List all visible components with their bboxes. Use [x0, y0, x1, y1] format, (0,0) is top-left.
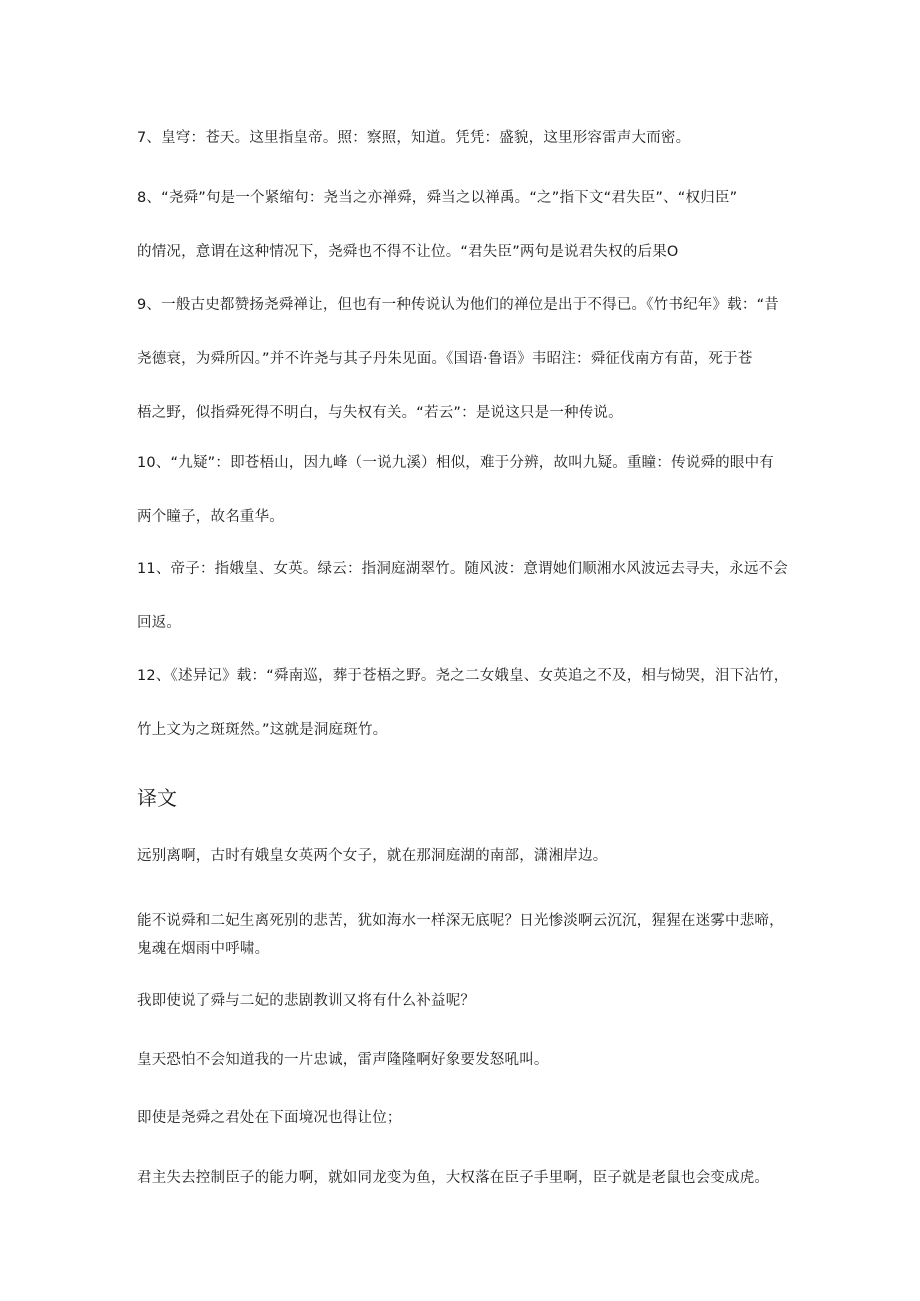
translation-line: 远别离啊，古时有娥皇女英两个女子，就在那洞庭湖的南部，潇湘岸边。 [137, 848, 608, 864]
translation-paragraph-6 [137, 1164, 797, 1192]
translation-paragraph-5 [137, 1104, 797, 1132]
note-9 [137, 278, 792, 440]
note-line: 9、一般古史都赞扬尧舜禅让，但也有一种传说认为他们的禅位是出于不得已。《竹书纪年》载：“昔 [137, 297, 779, 313]
translation-paragraph-1 [137, 842, 797, 870]
translation-line: 能不说舜和二妃生离死别的悲苦，犹如海水一样深无底呢？日光惨淡啊云沉沉，猩猩在迷雾中悲啼， [137, 913, 784, 929]
section-heading-translation: 译文 [137, 786, 177, 810]
note-line: 竹上文为之斑斑然。”这就是洞庭斑竹。 [137, 722, 388, 738]
note-line: 回返。 [137, 615, 182, 631]
note-line: 7、皇穹：苍天。这里指皇帝。照：察照，知道。凭凭：盛貌，这里形容雷声大而密。 [137, 130, 691, 146]
note-line: 12、《述异记》载：“舜南巡，葬于苍梧之野。尧之二女娥皇、女英追之不及，相与恸哭，泪下沾竹， [137, 668, 789, 684]
note-line: 11、帝子：指娥皇、女英。绿云：指洞庭湖翠竹。随风波：意谓她们顺湘水风波远去寻夫，永远不会 [137, 561, 788, 577]
note-12 [137, 649, 792, 757]
note-line: 的情况，意谓在这种情况下，尧舜也不得不让位。“君失臣”两句是说君失权的后果O [137, 244, 679, 260]
translation-line: 鬼魂在烟雨中呼啸。 [137, 941, 270, 957]
note-7 [137, 111, 792, 165]
translation-line: 皇天恐怕不会知道我的一片忠诚，雷声隆隆啊好象要发怒吼叫。 [137, 1052, 549, 1068]
translation-paragraph-2 [137, 907, 797, 963]
note-line: 8、“尧舜”句是一个紧缩句：尧当之亦禅舜，舜当之以禅禹。“之”指下文“君失臣”、“权归臣” [137, 190, 738, 206]
translation-paragraph-4 [137, 1046, 797, 1074]
note-line: 梧之野，似指舜死得不明白，与失权有关。“若云”：是说这只是一种传说。 [137, 405, 623, 421]
translation-line: 我即使说了舜与二妃的悲剧教训又将有什么补益呢？ [137, 993, 476, 1009]
note-line: 10、“九疑”：即苍梧山，因九峰（一说九溪）相似，难于分辨，故叫九疑。重瞳：传说舜的眼中有 [137, 455, 774, 471]
note-10 [137, 436, 792, 544]
translation-line: 君主失去控制臣子的能力啊，就如同龙变为鱼，大权落在臣子手里啊，臣子就是老鼠也会变成虎。 [137, 1170, 770, 1186]
note-line: 两个瞳子，故名重华。 [137, 509, 284, 525]
translation-paragraph-3 [137, 987, 797, 1015]
note-line: 尧德衰，为舜所囚。”并不许尧与其子丹朱见面。《国语·鲁语》韦昭注：舜征伐南方有苗，死于苍 [137, 351, 753, 367]
note-11 [137, 542, 792, 650]
note-8 [137, 171, 792, 279]
translation-line: 即使是尧舜之君处在下面境况也得让位； [137, 1110, 402, 1126]
